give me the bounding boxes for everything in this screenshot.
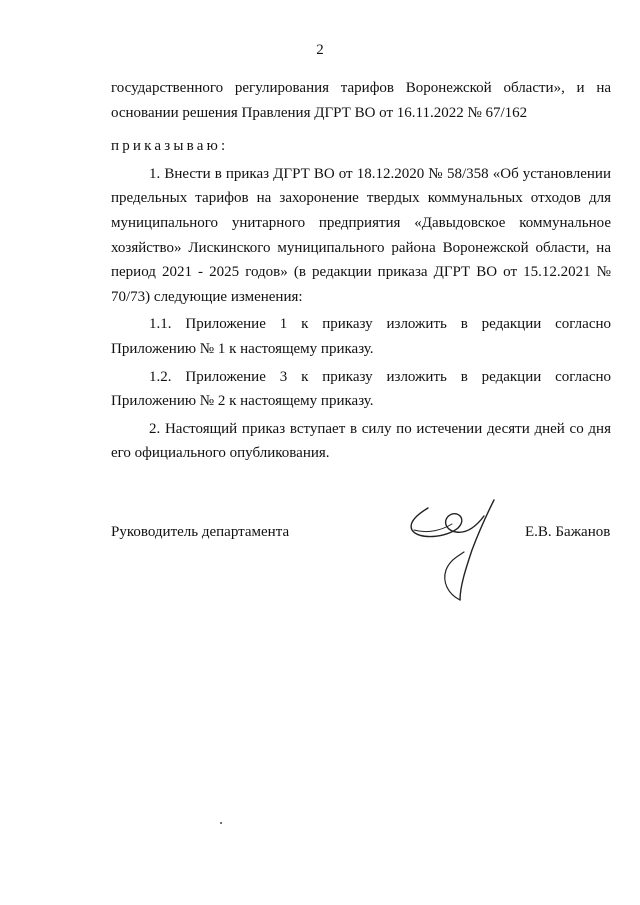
handwritten-signature — [398, 490, 508, 605]
document-body — [111, 76, 611, 466]
scan-speck — [220, 822, 222, 824]
paragraph-item-1-1: 1.1. Приложение 1 к приказу изложить в редакции согласно Приложению № 1 к настоящему приказу. — [111, 316, 611, 357]
signatory-name: Е.В. Бажанов — [525, 524, 611, 540]
paragraph-item-1: 1. Внести в приказ ДГРТ ВО от 18.12.2020 № 58/358 «Об установлении предельных тарифов на захоронение твердых коммунальных отходов для муниципального унитарного предприятия «Давыдовское коммунальное хозяйство» Лискинского муниципального района Воронежской области, на период 2021 - 2025 годов» (в редакции приказа ДГРТ ВО от 15.12.2021 № 70/73) следующие изменения: — [111, 165, 611, 305]
paragraph-item-1-2: 1.2. Приложение 3 к приказу изложить в редакции согласно Приложению № 2 к настоящему приказу. — [111, 368, 611, 410]
paragraph-continuation-line-1: государственного регулирования тарифов Воронежской области», и на — [111, 80, 611, 96]
paragraph-item-2: 2. Настоящий приказ вступает в силу по истечении десяти дней со дня его официального опубликования. — [111, 420, 611, 462]
page-number: 2 — [316, 42, 324, 58]
signatory-title: Руководитель департамента — [111, 524, 290, 540]
paragraph-continuation-line-2: основании решения Правления ДГРТ ВО от 16.11.2022 № 67/162 — [111, 104, 528, 121]
order-word: приказываю: — [111, 138, 229, 155]
